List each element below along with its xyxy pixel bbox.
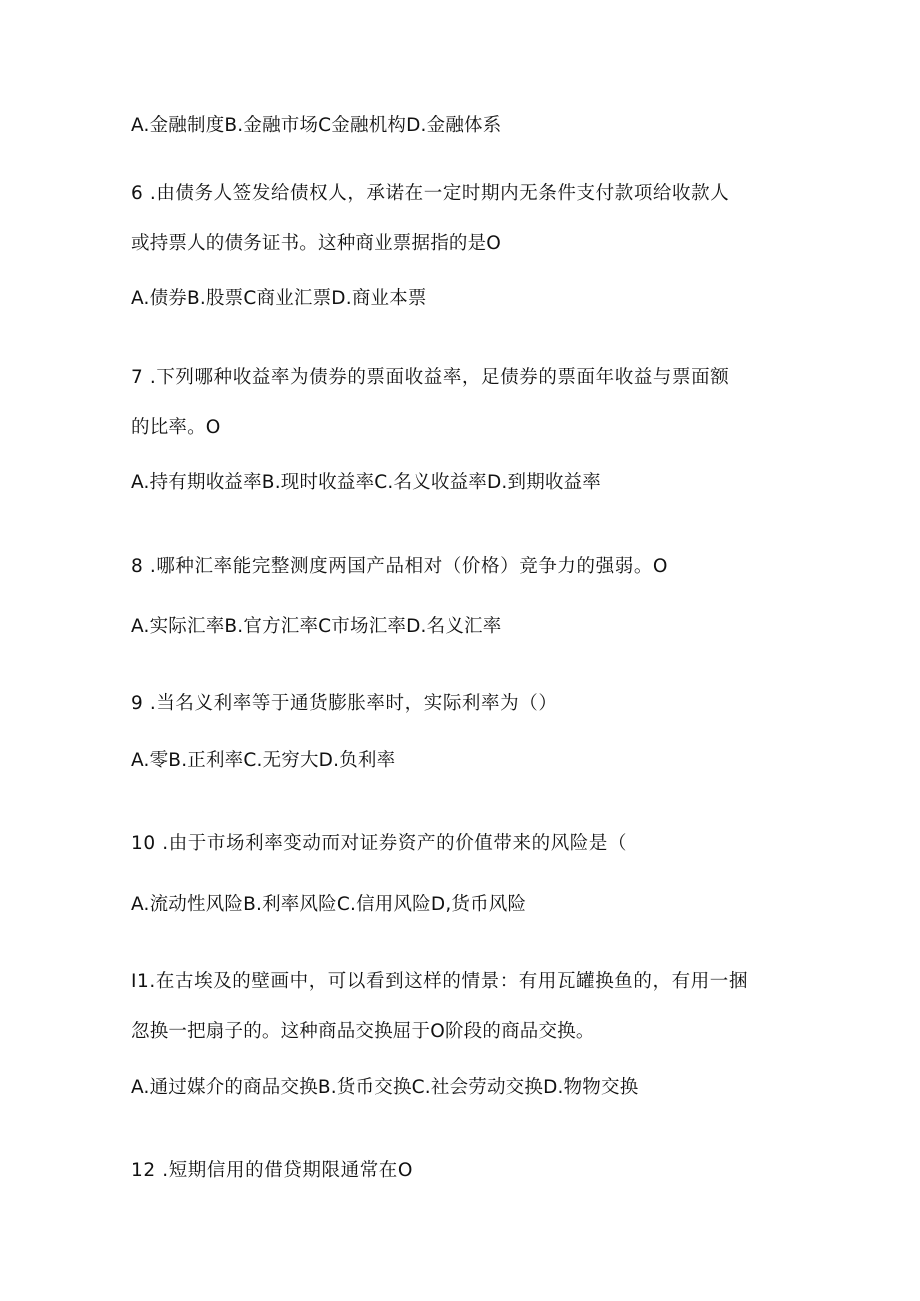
question-9: 9 .当名义利率等于通货膨胀率时，实际利率为（） [131, 693, 558, 714]
options-q9: A.零B.正利率C.无穷大D.负利率 [131, 750, 396, 771]
options-q10: A.流动性风险B.利率风险C.信用风险D,货币风险 [131, 894, 527, 915]
question-6-line-2: 或持票人的债务证书。这种商业票据指的是O [131, 233, 502, 254]
question-11-line-1: I1.在古埃及的壁画中，可以看到这样的情景：有用瓦罐换鱼的，有用一捆 [131, 971, 749, 992]
question-10: 10 .由于市场利率变动而对证券资产的价值带来的风险是（ [131, 833, 628, 854]
options-q6: A.债券B.股票C商业汇票D.商业本票 [131, 288, 427, 309]
question-7-line-1: 7 .下列哪种收益率为债券的票面收益率，足债券的票面年收益与票面额 [131, 367, 730, 388]
options-q11: A.通过媒介的商品交换B.货币交换C.社会劳动交换D.物物交换 [131, 1077, 639, 1098]
question-7-line-2: 的比率。O [131, 417, 221, 438]
options-q8: A.实际汇率B.官方汇率C市场汇率D.名义汇率 [131, 616, 502, 637]
question-8: 8 .哪种汇率能完整测度两国产品相对（价格）竞争力的强弱。O [131, 556, 669, 577]
options-q5: A.金融制度B.金融市场C金融机构D.金融体系 [131, 115, 502, 136]
question-11-line-2: 忽换一把扇子的。这种商品交换屈于O阶段的商品交换。 [131, 1021, 595, 1042]
options-q7: A.持有期收益率B.现时收益率C.名义收益率D.到期收益率 [131, 472, 602, 493]
question-6-line-1: 6 .由债务人签发给债权人，承诺在一定时期内无条件支付款项给收款人 [131, 183, 730, 204]
question-12: 12 .短期信用的借贷期限通常在O [131, 1160, 414, 1181]
